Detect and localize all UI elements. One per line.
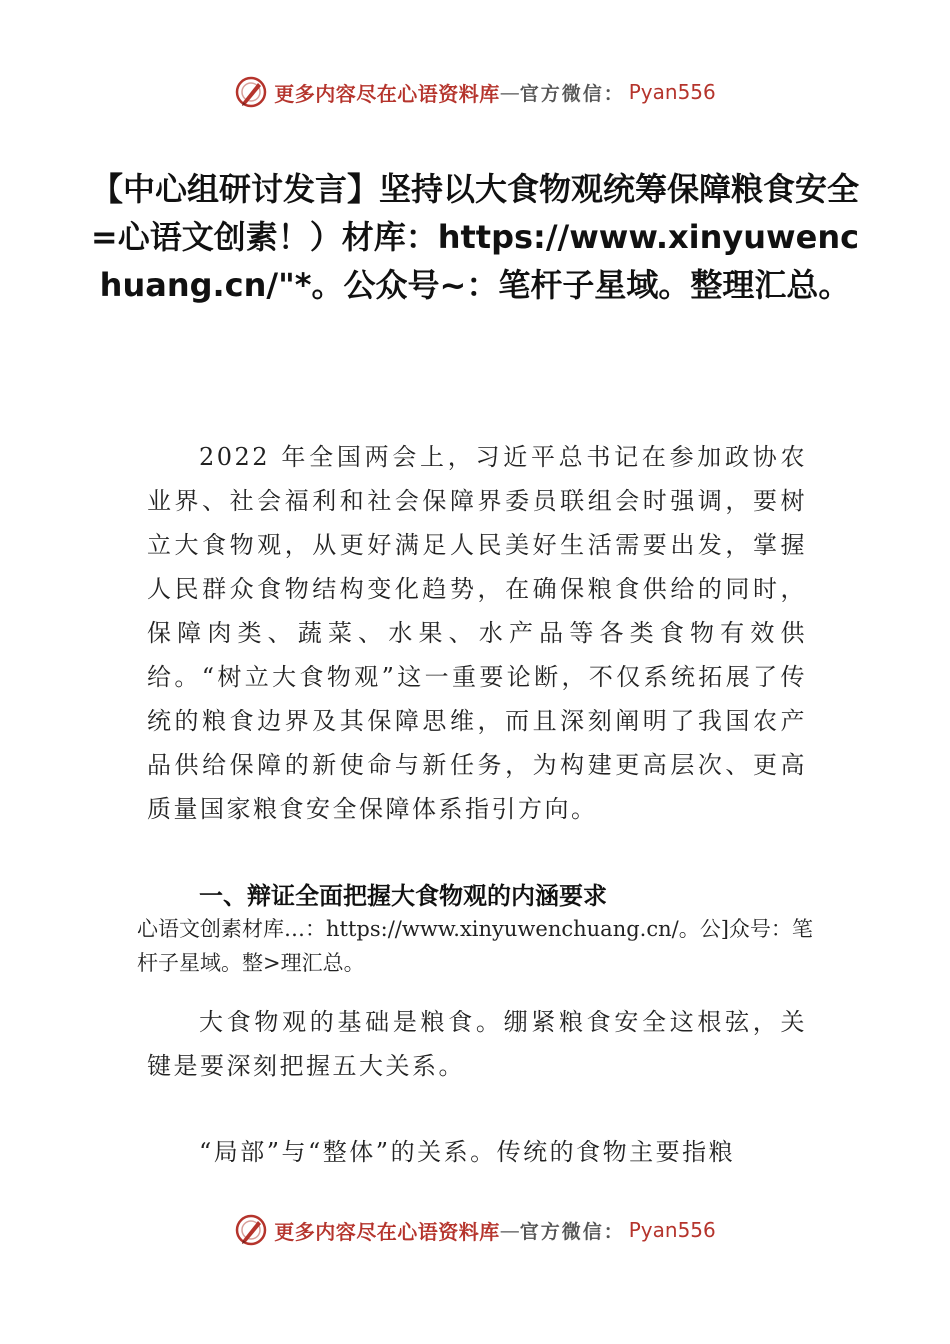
pen-logo-icon <box>234 75 268 109</box>
banner-dash: — <box>499 80 520 104</box>
paragraph-3: “局部”与“整体”的关系。传统的食物主要指粮 <box>199 1138 736 1166</box>
pen-logo-icon <box>234 1213 268 1247</box>
banner-brand-text: 更多内容尽在心语资料库 <box>274 81 500 106</box>
banner-official-label: 官方微信： <box>519 1220 625 1243</box>
paragraph-2: 大食物观的基础是粮食。绷紧粮食安全这根弦，关键是要深刻把握五大关系。 <box>147 1008 807 1080</box>
document-title: 【中心组研讨发言】坚持以大食物观统筹保障粮食安全=心语文创素！）材库：https://www.xinyuwenchuang.cn/"*。公众号~：笔杆子星域。整理汇总。 <box>90 170 860 304</box>
footer-banner <box>0 1210 950 1250</box>
source-note: 心语文创素材库…：https://www.xinyuwenchuang.cn/。公]众号：笔杆子星域。整>理汇总。 <box>137 917 813 975</box>
paragraph-1: 2022 年全国两会上，习近平总书记在参加政协农业界、社会福利和社会保障界委员联组会时强调，要树立大食物观，从更好满足人民美好生活需要出发，掌握人民群众食物结构变化趋势，在确保粮食供给的同时，保障肉类、蔬菜、水果、水产品等各类食物有效供给。“树立大食物观”这一重要论断，不仅系统拓展了传统的粮食边界及其保障思维，而且深刻阐明了我国农产品供给保障的新使命与新任务，为构建更高层次、更高质量国家粮食安全保障体系指引方向。 <box>147 443 807 823</box>
banner-official-label: 官方微信： <box>519 82 625 105</box>
banner-dash: — <box>499 1218 520 1242</box>
header-banner <box>0 72 950 112</box>
banner-wechat-id: Pyan556 <box>628 80 716 104</box>
banner-wechat-id: Pyan556 <box>628 1218 716 1242</box>
banner-brand-text: 更多内容尽在心语资料库 <box>274 1219 500 1244</box>
section-heading-1: 一、辩证全面把握大食物观的内涵要求 <box>199 882 607 910</box>
